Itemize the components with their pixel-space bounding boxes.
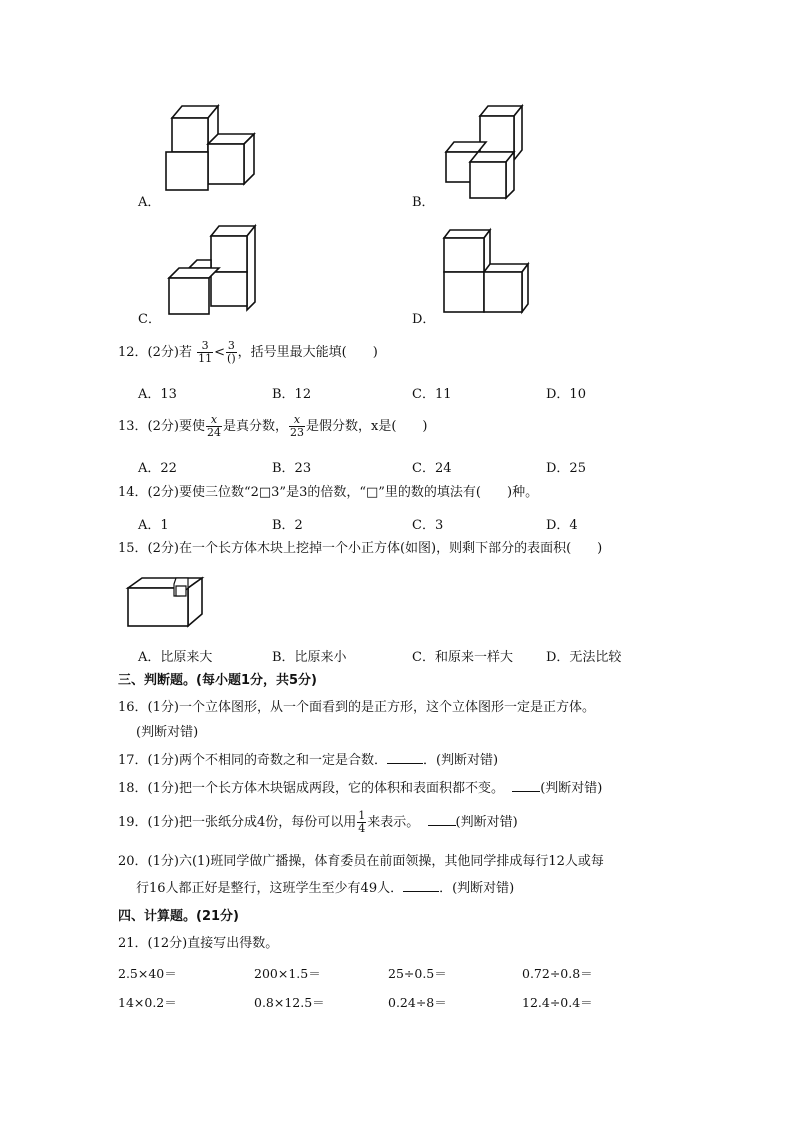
q13-fraction-2: $\frac{x}{23}$ — [290, 413, 304, 439]
q14-choice-c[interactable]: C．3 — [412, 518, 444, 533]
q12-fraction-1: $\frac{3}{11}$ — [198, 339, 213, 365]
q20-answer-blank[interactable] — [403, 891, 439, 892]
q17-answer-blank[interactable] — [387, 763, 423, 764]
calc-item: 14×0.2＝ — [118, 995, 177, 1010]
q11-figure-b — [440, 100, 530, 200]
q21-stem: 21．(12分)直接写出得数。 — [118, 936, 279, 951]
q19-stem: 19．(1分)把一张纸分成4份，每份可以用 $\frac{1}{4}$ 来表示。 (判断对错) — [118, 809, 518, 835]
q11-figure-c — [165, 222, 265, 318]
q13-fraction-1: $\frac{x}{24}$ — [206, 413, 221, 439]
q11-option-c[interactable]: C． — [138, 312, 161, 327]
section-4-heading: 四、计算题。(21分) — [118, 909, 239, 924]
q17-stem: 17．(1分)两个不相同的奇数之和一定是合数． ．(判断对错) — [118, 753, 499, 768]
q11-figure-d — [440, 226, 540, 318]
q16-stem-line2: (判断对错) — [136, 725, 199, 740]
q13-choice-a[interactable]: A．22 — [138, 461, 177, 476]
q20-stem-line1: 20．(1分)六(1)班同学做广播操，体育委员在前面领操，其他同学排成每行12人或每 — [118, 854, 604, 869]
calc-item: 2.5×40＝ — [118, 966, 177, 981]
q20-stem-line2: 行16人都正好是整行，这班学生至少有49人． ．(判断对错) — [136, 881, 515, 896]
calc-item: 0.24÷8＝ — [388, 995, 447, 1010]
q16-stem-line1: 16．(1分)一个立体图形，从一个面看到的是正方形，这个立体图形一定是正方体。 — [118, 700, 595, 715]
q13-choice-b[interactable]: B．23 — [272, 461, 312, 476]
q12-choice-a[interactable]: A．13 — [138, 387, 177, 402]
q14-choice-d[interactable]: D．4 — [546, 518, 578, 533]
q13-stem: 13．(2分)要使 $\frac{x}{24}$ 是真分数， $\frac{x}{23}$ 是假分数，x是( ) — [118, 413, 428, 439]
q12-stem: 12．(2分)若 $\frac{3}{11}$ < $\frac{3}{()}$ ，括号里最大能填( ) — [118, 339, 378, 365]
calc-item: 0.72÷0.8＝ — [522, 966, 593, 981]
calc-item: 12.4÷0.4＝ — [522, 995, 593, 1010]
q12-choice-c[interactable]: C．11 — [412, 387, 452, 402]
q19-fraction: $\frac{1}{4}$ — [358, 809, 366, 835]
q13-choice-c[interactable]: C．24 — [412, 461, 452, 476]
q14-stem: 14．(2分)要使三位数“2□3”是3的倍数，“□”里的数的填法有( )种。 — [118, 485, 539, 500]
section-3-heading: 三、判断题。(每小题1分，共5分) — [118, 673, 317, 688]
q15-choice-b[interactable]: B．比原来小 — [272, 650, 347, 665]
q15-block-figure — [124, 574, 208, 634]
q15-choice-a[interactable]: A．比原来大 — [138, 650, 213, 665]
calc-item: 200×1.5＝ — [254, 966, 321, 981]
q15-choice-c[interactable]: C．和原来一样大 — [412, 650, 513, 665]
q12-fraction-2: $\frac{3}{()}$ — [227, 339, 236, 365]
q11-option-b[interactable]: B． — [412, 195, 435, 210]
q13-choice-d[interactable]: D．25 — [546, 461, 586, 476]
q14-choice-b[interactable]: B．2 — [272, 518, 303, 533]
q14-choice-a[interactable]: A．1 — [138, 518, 169, 533]
q15-choice-d[interactable]: D．无法比较 — [546, 650, 622, 665]
q11-figure-a — [160, 100, 260, 196]
q18-answer-blank[interactable] — [512, 791, 540, 792]
q18-stem: 18．(1分)把一个长方体木块锯成两段，它的体积和表面积都不变。 (判断对错) — [118, 781, 603, 796]
q15-stem: 15．(2分)在一个长方体木块上挖掉一个小正方体(如图)，则剩下部分的表面积( ) — [118, 541, 603, 556]
q11-option-d[interactable]: D． — [412, 312, 436, 327]
q12-choice-d[interactable]: D．10 — [546, 387, 586, 402]
q12-choice-b[interactable]: B．12 — [272, 387, 312, 402]
calc-item: 0.8×12.5＝ — [254, 995, 325, 1010]
q19-answer-blank[interactable] — [428, 825, 456, 826]
q13-number: 13．(2分) — [118, 419, 179, 434]
calc-item: 25÷0.5＝ — [388, 966, 447, 981]
q11-option-a[interactable]: A． — [138, 195, 161, 210]
q12-number: 12．(2分) — [118, 345, 179, 360]
